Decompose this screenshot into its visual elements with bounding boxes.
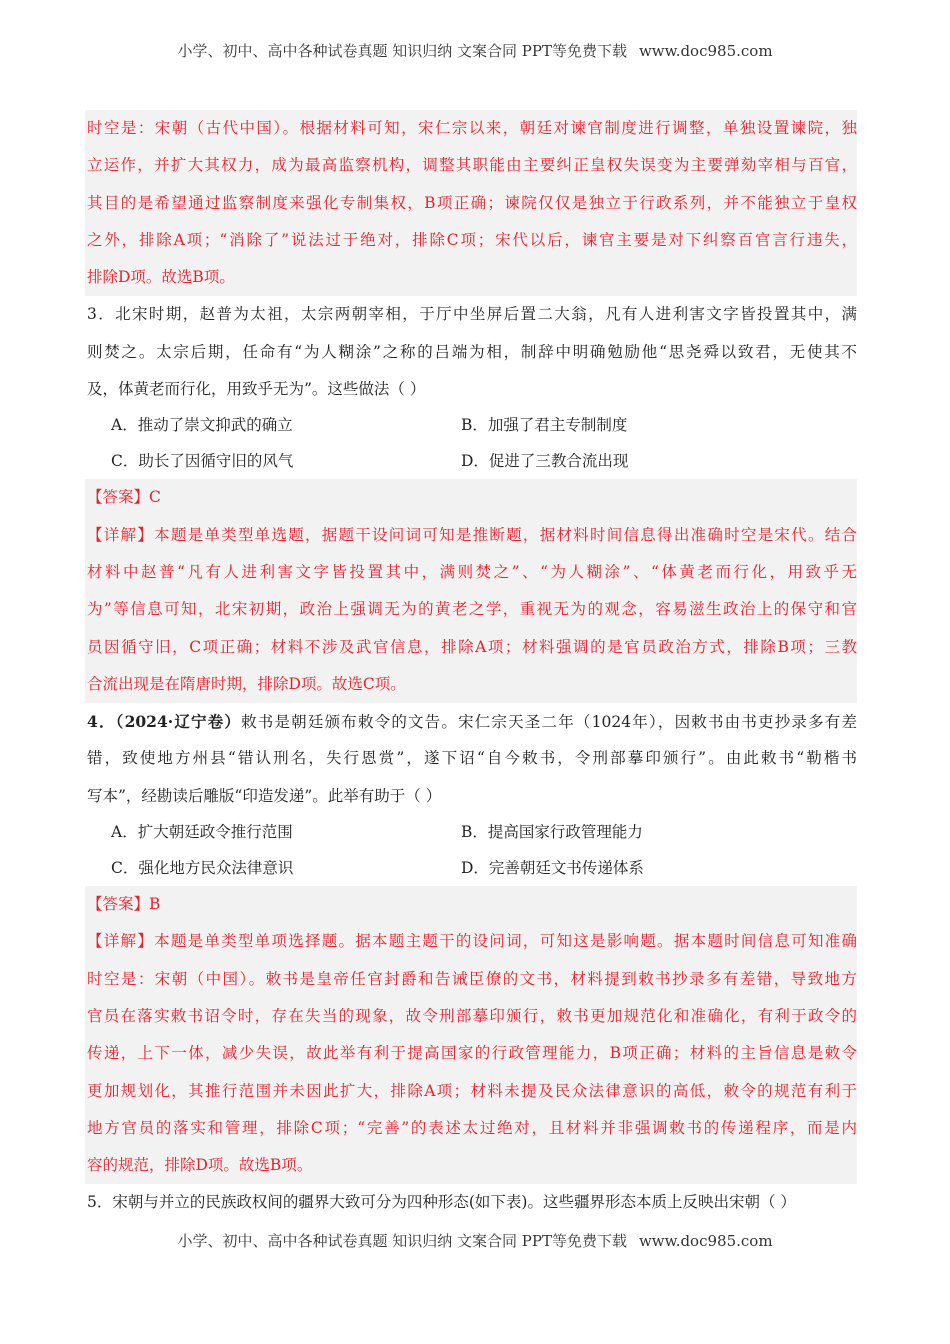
text-line: 材料中赵普“凡有人进利害文字皆投置其中，满则焚之”、“为人糊涂”、“体黄老而行化，用致乎无	[87, 562, 857, 581]
text-line: 容的规范，排除D项。故选B项。	[87, 1156, 313, 1175]
question-stem: 及，体黄老而行化，用致乎无为”。这些做法（ ）	[87, 380, 426, 399]
q2-detail-box	[85, 110, 857, 296]
text-line: 合流出现是在隋唐时期，排除D项。故选C项。	[87, 674, 406, 693]
header-url: www.doc985.com	[638, 42, 773, 60]
footer-url: www.doc985.com	[638, 1232, 773, 1250]
option-c: C．助长了因循守旧的风气	[111, 451, 294, 470]
option-c: C．强化地方民众法律意识	[111, 858, 294, 877]
page-header	[0, 40, 950, 61]
answer: 【答案】B	[87, 895, 161, 914]
question-stem	[87, 703, 857, 740]
detail-text: 本题是单类型单选题，据题干设问词可知是推断题，据材料时间信息得出准确时空是宋代。结合	[154, 525, 857, 544]
question-number: 4．	[87, 712, 116, 732]
text-line: 员因循守旧，C项正确；材料不涉及武官信息，排除A项；材料强调的是官员政治方式，排除B项；三教	[87, 637, 857, 656]
text-line	[87, 923, 857, 960]
question-stem: 错，致使地方州县“错认刑名，失行恩赏”，遂下诏“自今敕书，令刑部摹印颁行”。由此敕书“勒楷书	[87, 749, 857, 768]
text-line: 传递，上下一体，减少失误，故此举有利于提高国家的行政管理能力，B项正确；材料的主旨信息是敕令	[87, 1044, 857, 1063]
question-4	[87, 703, 857, 886]
text-line: 地方官员的落实和管理，排除C项；“完善”的表述太过绝对，且材料并非强调敕书的传递程序，而是内	[87, 1118, 857, 1137]
answer: 【答案】C	[87, 488, 161, 507]
text-line: 为”等信息可知，北宋初期，政治上强调无为的黄老之学，重视无为的观念，容易滋生政治上的保守和官	[87, 600, 857, 619]
text-line: 立运作，并扩大其权力，成为最高监察机构，调整其职能由主要纠正皇权失误变为主要弹劾宰相与百官，	[87, 156, 857, 175]
text-line: 时空是：宋朝（中国）。敕书是皇帝任官封爵和告诫臣僚的文书，材料提到敕书抄录多有差错，导致地方	[87, 969, 857, 988]
options-row	[87, 408, 857, 444]
option-b: B．提高国家行政管理能力	[461, 823, 643, 842]
option-d: D．完善朝廷文书传递体系	[461, 858, 644, 877]
option-d: D．促进了三教合流出现	[461, 451, 629, 470]
stem-text: 敕书是朝廷颁布敕令的文告。宋仁宗天圣二年（1024年），因敕书由书吏抄录多有差	[241, 713, 857, 732]
detail-label: 【详解】	[87, 525, 155, 544]
option-b: B．加强了君主专制制度	[461, 416, 628, 435]
text-line: 之外，排除A项；“消除了”说法过于绝对，排除C项；宋代以后，谏官主要是对下纠察百官言行违失，	[87, 230, 857, 249]
text-line: 更加规划化，其推行范围并未因此扩大，排除A项；材料未提及民众法律意识的高低，敕令的规范有利于	[87, 1081, 857, 1100]
text-line: 其目的是希望通过监察制度来强化专制集权，B项正确；谏院仅仅是独立于行政系列，并不能独立于皇权	[87, 193, 857, 212]
options-row	[87, 444, 857, 480]
options-row	[87, 851, 857, 887]
question-source: （2024·辽宁卷）	[115, 712, 242, 732]
option-a: A．推动了崇文抑武的确立	[111, 416, 293, 435]
options-row	[87, 815, 857, 851]
detail-label: 【详解】	[87, 932, 155, 951]
q3-answer-box	[85, 479, 857, 703]
option-a: A．扩大朝廷政令推行范围	[111, 823, 293, 842]
document-body	[87, 110, 857, 1222]
question-stem: 3．北宋时期，赵普为太祖，太宗两朝宰相，于厅中坐屏后置二大翁，凡有人进利害文字皆投置其中，满	[87, 305, 857, 324]
question-stem: 写本”，经勘读后雕版“印造发递”。此举有助于（ ）	[87, 786, 442, 805]
header-text: 小学、初中、高中各种试卷真题 知识归纳 文案合同 PPT等免费下载	[177, 42, 627, 60]
question-stem: 则焚之。太宗后期，任命有“为人糊涂”之称的吕端为相，制辞中明确勉励他“思尧舜以致君，无使其不	[87, 342, 857, 361]
text-line: 时空是：宋朝（古代中国）。根据材料可知，宋仁宗以来，朝廷对谏官制度进行调整，单独设置谏院，独	[87, 119, 857, 137]
text-line	[87, 517, 857, 554]
page-footer	[0, 1230, 950, 1251]
text-line: 官员在落实敕书诏令时，存在失当的现象，故令刑部摹印颁行，敕书更加规范化和准确化，有利于政令的	[87, 1006, 857, 1025]
detail-text: 本题是单类型单项选择题。据本题主题干的设问词，可知这是影响题。据本题时间信息可知准确	[154, 932, 857, 951]
footer-text: 小学、初中、高中各种试卷真题 知识归纳 文案合同 PPT等免费下载	[177, 1232, 627, 1250]
question-3	[87, 296, 857, 479]
q4-answer-box	[85, 886, 857, 1184]
question-5-stem: 5．宋朝与并立的民族政权间的疆界大致可分为四种形态(如下表)。这些疆界形态本质上反映出宋朝（ ）	[87, 1193, 796, 1212]
text-line: 排除D项。故选B项。	[87, 268, 235, 287]
